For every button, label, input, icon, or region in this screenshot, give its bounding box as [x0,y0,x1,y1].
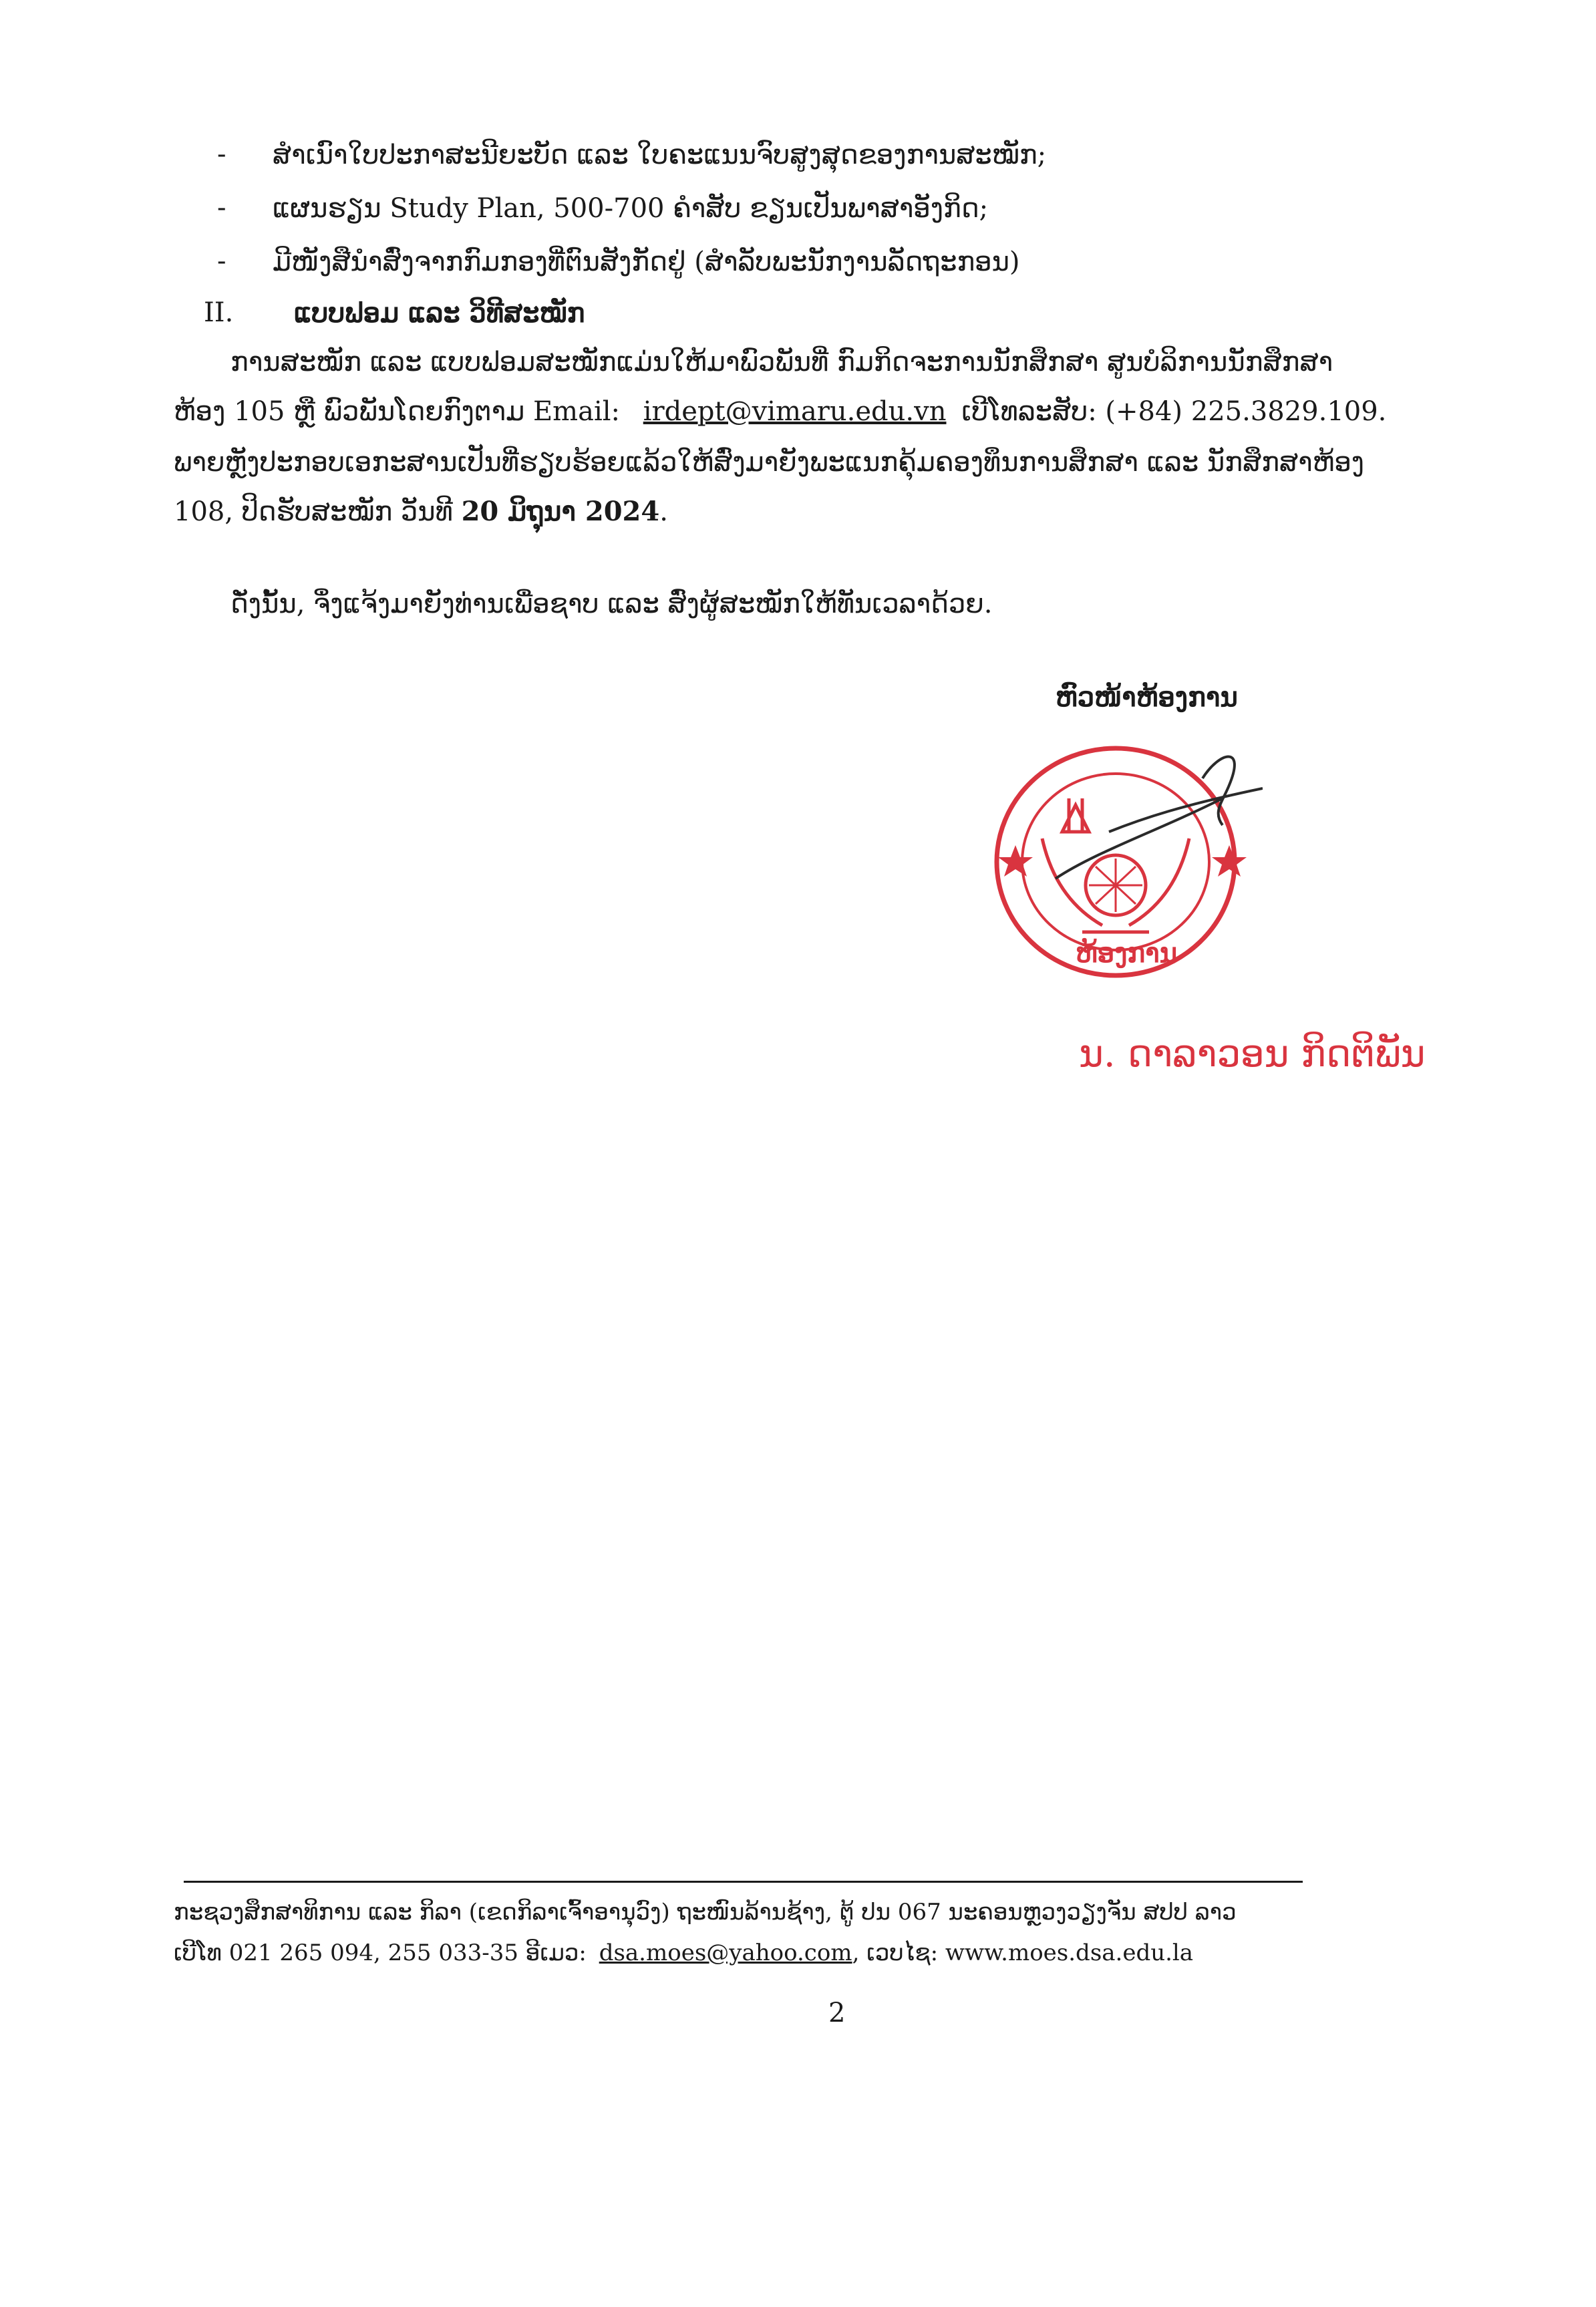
paragraph-line: ການສະໝັກ ແລະ ແບບຟອມສະໝັກແມ່ນໃຫ້ມາພົວພັນທີ່ ກົມກິດຈະການນັກສຶກສາ ສູນບໍລິການນັກສຶກສາ [230,347,1333,377]
list-item: ແຜນຮຽນ Study Plan, 500-700 ຄຳສັບ ຂຽນເປັນພາສາອັງກິດ; [273,193,989,224]
footer-contact [174,1940,1193,1966]
deadline-date: 20 ມິຖຸນາ 2024 [461,496,660,527]
list-item: ສຳເນົາໃບປະກາສະນີຍະບັດ ແລະ ໃບຄະແນນຈົບສູງສຸດຂອງການສະໝັກ; [273,140,1047,170]
section-number: II. [204,297,234,328]
paragraph-end: . [659,496,668,527]
phone-text: ເບີໂທລະສັບ: (+84) 225.3829.109. [961,396,1387,427]
signatory-name: ນ. ດາລາວອນ ກິດຕິພັນ [1079,1032,1426,1076]
signatory-title: ຫົວໜ້າຫ້ອງການ [1056,681,1238,713]
paragraph-text: ຫ້ອງ 105 ຫຼື ພົວພັນໂດຍກົງຕາມ Email: [174,396,621,427]
stamp-text: ຫ້ອງການ [1076,937,1178,969]
page-number: 2 [828,1998,846,2028]
paragraph-line [174,496,668,528]
footer-divider [184,1881,1303,1883]
paragraph-text: 108, ປິດຮັບສະໝັກ ວັນທີ [174,496,453,527]
section-title: ແບບຟອມ ແລະ ວິທີສະໝັກ [294,297,585,329]
email-link[interactable]: irdept@vimaru.edu.vn [643,396,947,427]
bullet-marker: - [217,192,226,223]
footer-website: , ເວບໄຊ: www.moes.dsa.edu.la [852,1940,1194,1966]
footer-phone: ເບີໂທ 021 265 094, 255 033-35 ອີເມວ: [174,1940,587,1966]
official-stamp [982,725,1263,992]
footer-address: ກະຊວງສຶກສາທິການ ແລະ ກິລາ (ເຂດກິລາເຈົ້າອານຸວົງ) ຖະໜົນລ້ານຊ້າງ, ຕູ້ ປນ 067 ນະຄອນຫຼວງວຽງຈັນ ສປປ ລາວ [174,1899,1237,1926]
footer-email-link[interactable]: dsa.moes@yahoo.com [599,1940,852,1966]
closing-line: ດັ່ງນັ້ນ, ຈຶ່ງແຈ້ງມາຍັງທ່ານເພື່ອຊາບ ແລະ ສົ່ງຜູ້ສະໝັກໃຫ້ທັນເວລາດ້ວຍ. [230,589,993,619]
paragraph-line: ພາຍຫຼັງປະກອບເອກະສານເປັນທີ່ຮຽບຮ້ອຍແລ້ວໃຫ້ສົ່ງມາຍັງພະແນກຄຸ້ມຄອງທຶນການສຶກສາ ແລະ ນັກສຶກສາຫ້ອງ [174,447,1365,478]
bullet-marker: - [217,139,226,170]
list-item: ມີໜັງສືນຳສົ່ງຈາກກົມກອງທີ່ຕົນສັງກັດຢູ່ (ສຳລັບພະນັກງານລັດຖະກອນ) [273,247,1020,277]
bullet-marker: - [217,246,226,277]
paragraph-line [174,396,1386,428]
